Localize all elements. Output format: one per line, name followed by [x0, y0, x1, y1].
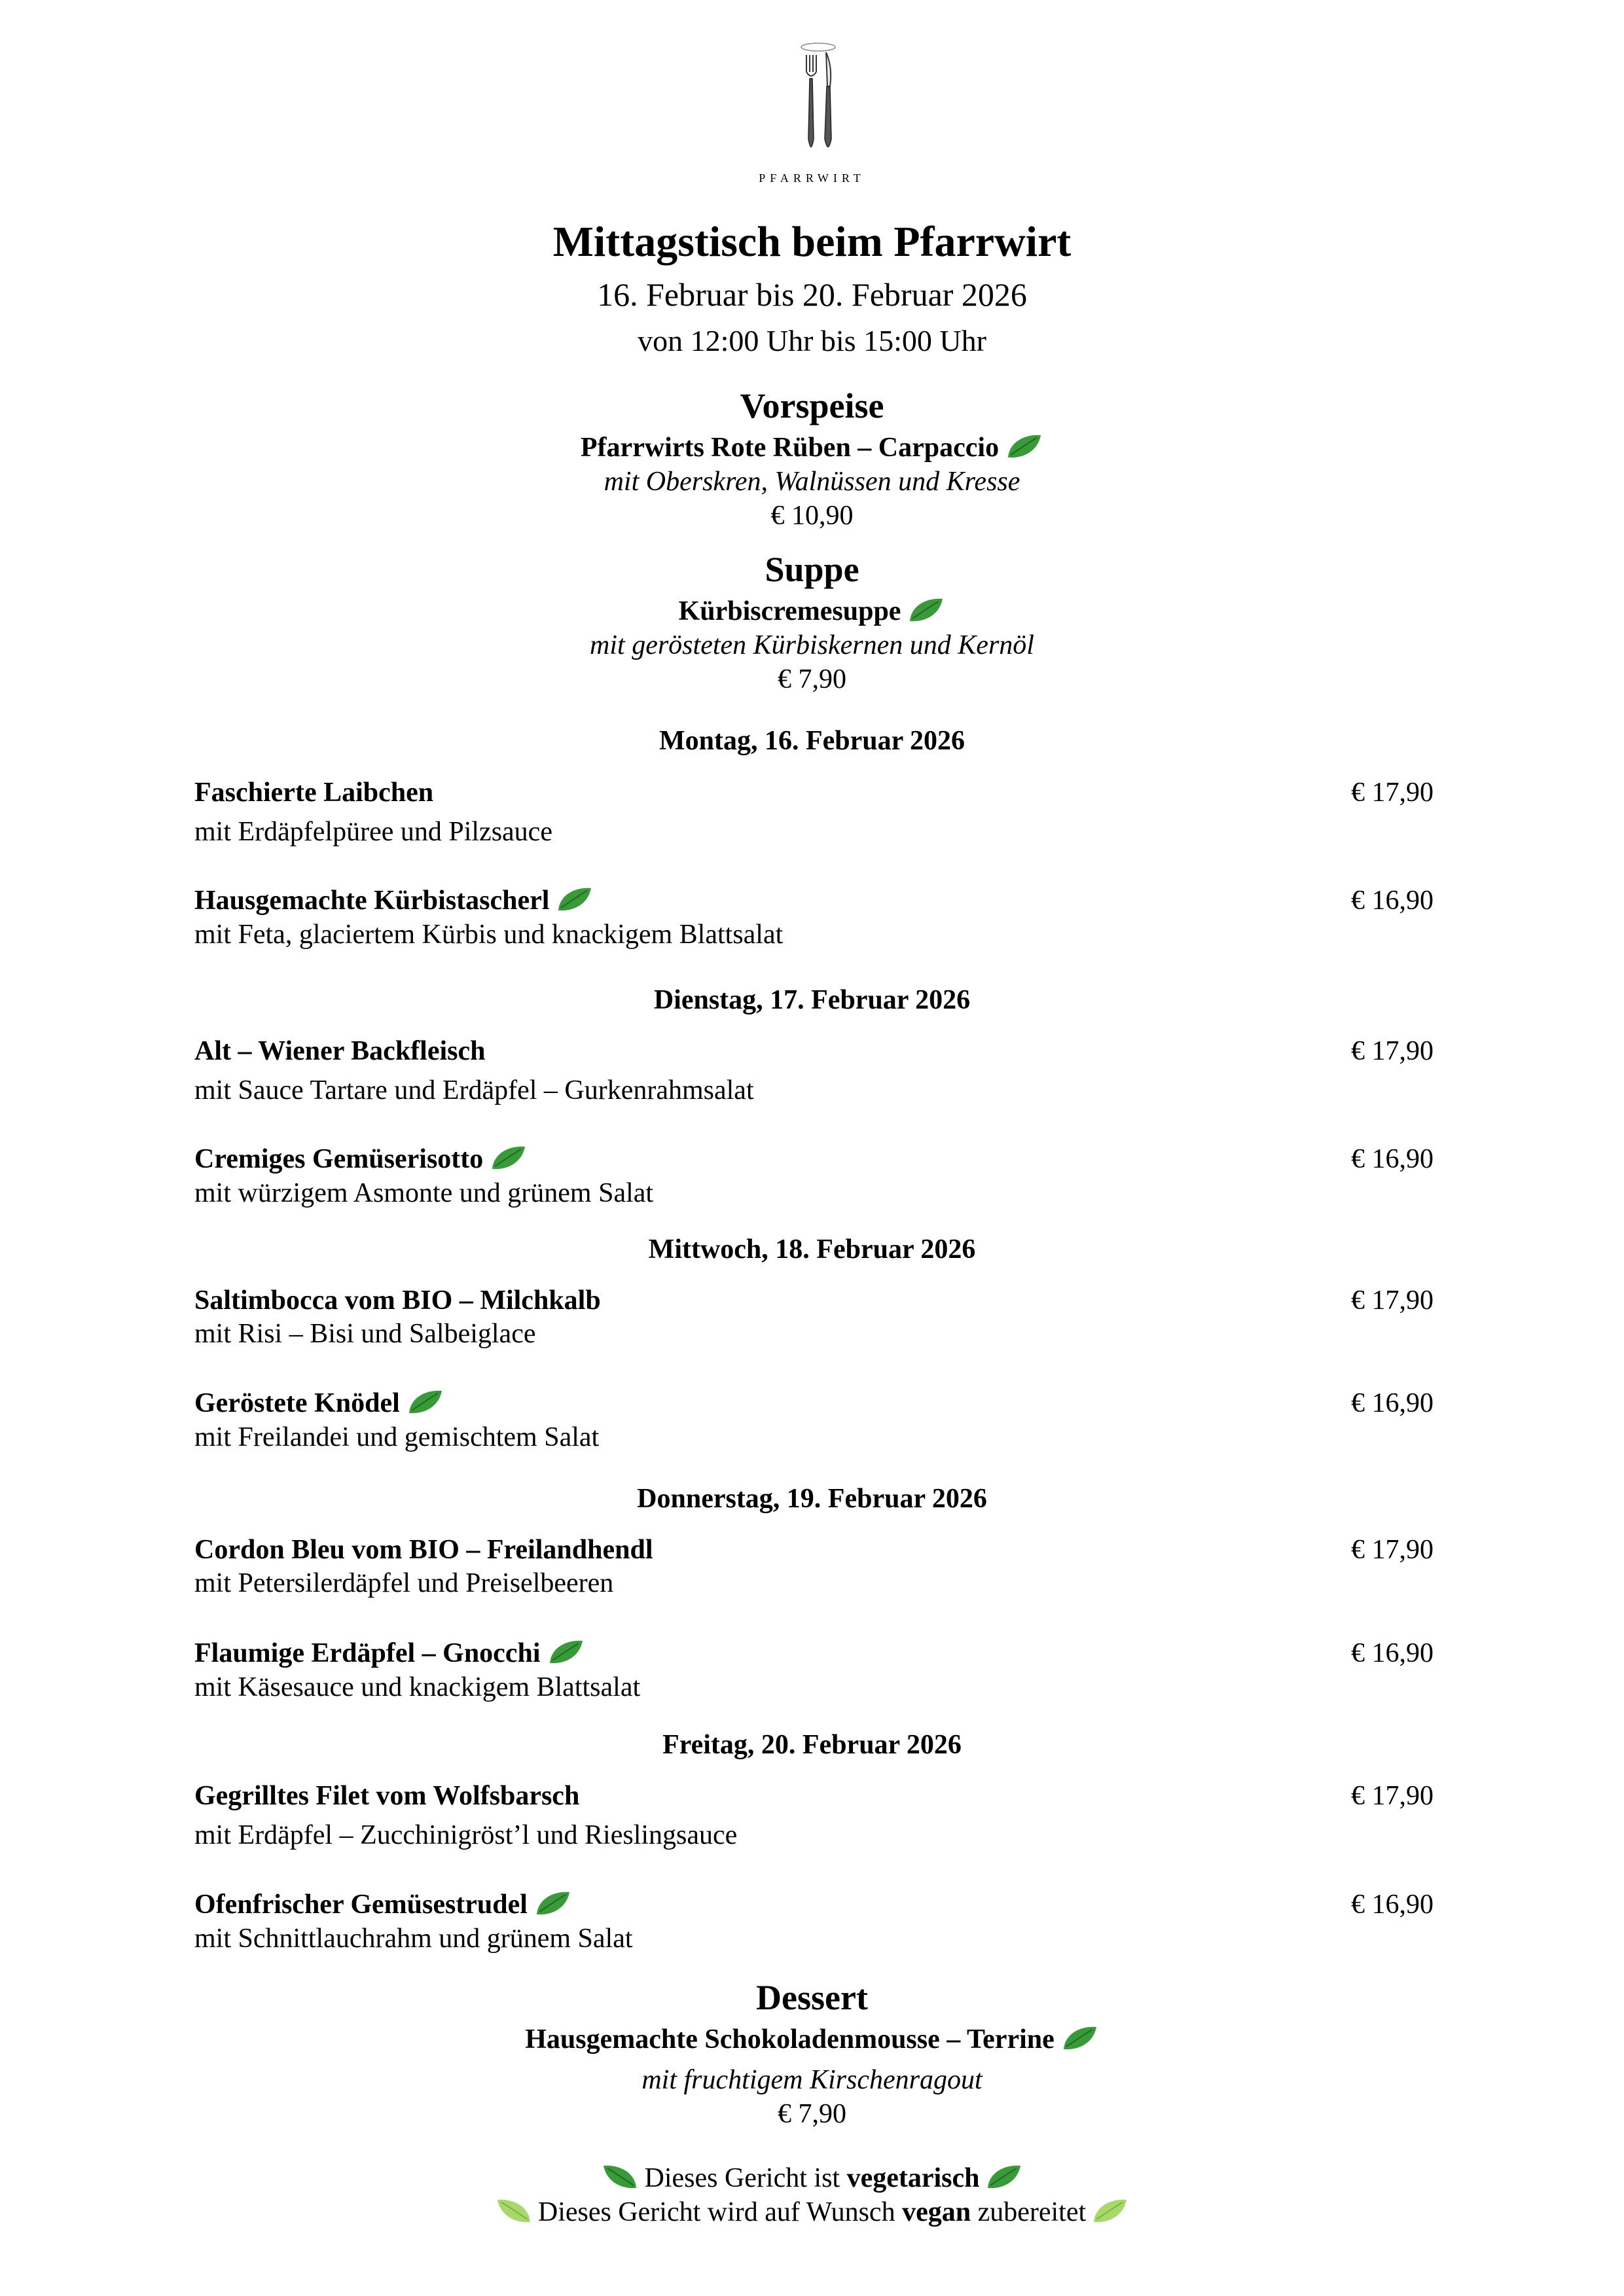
- dish-description: mit Erdäpfelpüree und Pilzsauce: [194, 817, 552, 847]
- dish-price: € 17,90: [1351, 1285, 1434, 1316]
- dish-name: Flaumige Erdäpfel – Gnocchi: [194, 1636, 585, 1670]
- dish-description: mit Schnittlauchrahm und grünem Salat: [194, 1924, 633, 1954]
- day-heading-wednesday: Mittwoch, 18. Februar 2026: [648, 1234, 976, 1265]
- vegetarian-leaf-icon: [985, 2163, 1023, 2191]
- vegetarian-leaf-icon: [490, 1144, 528, 1172]
- starter-price: € 10,90: [770, 501, 854, 531]
- date-range: 16. Februar bis 20. Februar 2026: [597, 276, 1027, 313]
- dish-description: mit Erdäpfel – Zucchinigröst’l und Rieslingsauce: [194, 1820, 738, 1850]
- dessert-heading: Dessert: [756, 1978, 868, 2017]
- dish-description: mit Käsesauce und knackigem Blattsalat: [194, 1672, 641, 1702]
- legend-vegetarian: Dieses Gericht ist vegetarisch: [0, 2161, 1624, 2195]
- opening-hours: von 12:00 Uhr bis 15:00 Uhr: [638, 324, 986, 357]
- dish-price: € 16,90: [1351, 1638, 1434, 1668]
- dish-price: € 17,90: [1351, 1781, 1434, 1811]
- starter-heading: Vorspeise: [740, 386, 884, 425]
- dish-name: Faschierte Laibchen: [194, 778, 434, 808]
- dish-price: € 16,90: [1351, 886, 1434, 916]
- dish-name: Ofenfrischer Gemüsestrudel: [194, 1888, 572, 1922]
- dish-price: € 17,90: [1351, 1036, 1434, 1066]
- day-heading-monday: Montag, 16. Februar 2026: [659, 726, 965, 756]
- vegetarian-leaf-icon: [556, 886, 594, 913]
- dish-description: mit Risi – Bisi und Salbeiglace: [194, 1319, 536, 1349]
- dish-description: mit Sauce Tartare und Erdäpfel – Gurkenrahmsalat: [194, 1075, 754, 1105]
- vegetarian-leaf-icon: [907, 596, 945, 624]
- soup-price: € 7,90: [778, 664, 846, 694]
- dish-description: mit Feta, glaciertem Kürbis und knackigem Blattsalat: [194, 920, 784, 950]
- dish-price: € 16,90: [1351, 1388, 1434, 1418]
- dish-name: Geröstete Knödel: [194, 1386, 444, 1420]
- dessert-price: € 7,90: [778, 2099, 846, 2129]
- page-title: Mittagstisch beim Pfarrwirt: [552, 218, 1072, 266]
- vegetarian-leaf-icon: [547, 1638, 585, 1666]
- dish-name: Gegrilltes Filet vom Wolfsbarsch: [194, 1781, 580, 1811]
- dish-description: mit würzigem Asmonte und grünem Salat: [194, 1178, 654, 1208]
- starter-name: Pfarrwirts Rote Rüben – Carpaccio: [0, 431, 1624, 465]
- vegetarian-leaf-icon: [601, 2163, 639, 2191]
- dessert-name: Hausgemachte Schokoladenmousse – Terrine: [0, 2022, 1624, 2056]
- legend-vegan: Dieses Gericht wird auf Wunsch vegan zubereitet: [0, 2195, 1624, 2229]
- fork-knife-logo-icon: [792, 41, 844, 158]
- soup-name: Kürbiscremesuppe: [0, 594, 1624, 628]
- dish-name: Cremiges Gemüserisotto: [194, 1142, 528, 1176]
- dish-name: Alt – Wiener Backfleisch: [194, 1036, 486, 1066]
- brand-name: PFARRWIRT: [759, 171, 865, 185]
- dessert-description: mit fruchtigem Kirschenragout: [641, 2065, 983, 2095]
- vegan-leaf-icon: [495, 2197, 533, 2225]
- vegetarian-leaf-icon: [1061, 2024, 1099, 2052]
- dish-description: mit Petersilerdäpfel und Preiselbeeren: [194, 1568, 614, 1598]
- vegetarian-leaf-icon: [406, 1388, 444, 1416]
- soup-description: mit gerösteten Kürbiskernen und Kernöl: [590, 630, 1034, 660]
- day-heading-tuesday: Dienstag, 17. Februar 2026: [653, 985, 971, 1015]
- dish-name: Hausgemachte Kürbistascherl: [194, 884, 594, 918]
- dish-price: € 17,90: [1351, 778, 1434, 808]
- vegetarian-leaf-icon: [1005, 433, 1043, 460]
- dish-price: € 16,90: [1351, 1144, 1434, 1174]
- soup-heading: Suppe: [765, 550, 859, 589]
- dish-name: Saltimbocca vom BIO – Milchkalb: [194, 1285, 601, 1316]
- starter-description: mit Oberskren, Walnüssen und Kresse: [604, 467, 1020, 497]
- dish-name: Cordon Bleu vom BIO – Freilandhendl: [194, 1535, 653, 1565]
- vegan-leaf-icon: [1091, 2197, 1129, 2225]
- day-heading-thursday: Donnerstag, 19. Februar 2026: [637, 1484, 987, 1514]
- dish-price: € 16,90: [1351, 1890, 1434, 1920]
- vegetarian-leaf-icon: [534, 1890, 572, 1917]
- dish-description: mit Freilandei und gemischtem Salat: [194, 1422, 600, 1452]
- dish-price: € 17,90: [1351, 1535, 1434, 1565]
- day-heading-friday: Freitag, 20. Februar 2026: [662, 1730, 962, 1760]
